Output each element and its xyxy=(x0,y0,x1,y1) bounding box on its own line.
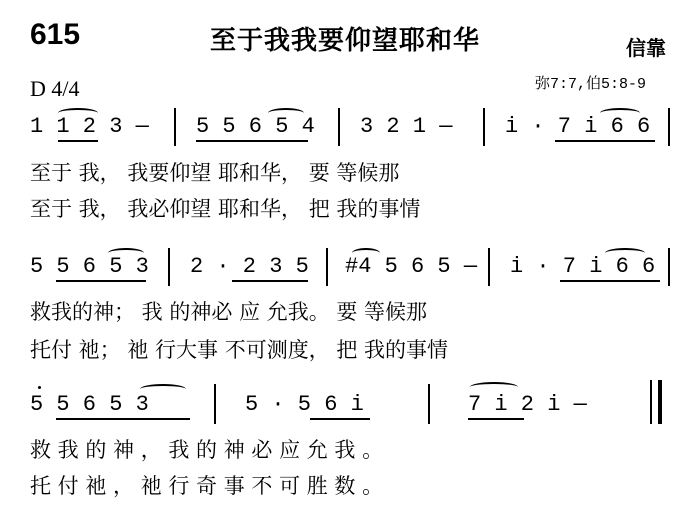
barline xyxy=(668,108,670,146)
lyrics-verse-1: 至于 我， 我要仰望 耶和华， 要 等候那 xyxy=(30,161,400,185)
lyrics-verse-1: 救 我 的 神 ， 我 的 神 必 应 允 我 。 xyxy=(30,438,384,462)
tune-name: 信靠 xyxy=(626,36,666,60)
slur xyxy=(470,382,518,392)
hymn-title: 至于我我要仰望耶和华 xyxy=(210,26,481,56)
slur xyxy=(600,108,640,118)
hymn-number: 615 xyxy=(30,18,81,51)
slur xyxy=(58,108,98,118)
measure: #4 5 6 5 — xyxy=(345,254,478,279)
beam xyxy=(310,418,370,420)
measure: 5 5 6 5 4 xyxy=(196,114,315,139)
lyrics-verse-2: 托 付 祂 ， 祂 行 奇 事 不 可 胜 数 。 xyxy=(30,474,384,498)
measure: 5 5 6 5 3 xyxy=(30,392,149,417)
barline xyxy=(483,108,485,146)
barline xyxy=(174,108,176,146)
barline xyxy=(326,248,328,286)
measure: 5 5 6 5 3 xyxy=(30,254,149,279)
beam xyxy=(196,140,308,142)
barline xyxy=(488,248,490,286)
measure: i · 7 i 6 6 xyxy=(505,114,651,139)
measure: 5 · 5 6 i xyxy=(245,392,364,417)
measure: 3 2 1 — xyxy=(360,114,453,139)
scripture-reference: 弥7:7,伯5:8-9 xyxy=(535,76,647,93)
beam xyxy=(56,280,146,282)
measure: 2 · 2 3 5 xyxy=(190,254,309,279)
lyrics-verse-2: 至于 我， 我必仰望 耶和华， 把 我的事情 xyxy=(30,197,421,221)
measure: 1 1 2 3 — xyxy=(30,114,149,139)
lyrics-verse-2: 托付 祂； 祂 行大事 不可测度， 把 我的事情 xyxy=(30,338,449,362)
barline xyxy=(428,384,430,424)
slur xyxy=(140,384,186,394)
beam xyxy=(56,418,190,420)
slur xyxy=(352,248,380,258)
final-barline-thin xyxy=(650,380,652,424)
beam xyxy=(468,418,524,420)
key-signature: D 4/4 xyxy=(30,76,80,101)
lyrics-verse-1: 救我的神； 我 的神必 应 允我。 要 等候那 xyxy=(30,300,428,324)
slur xyxy=(268,108,304,118)
barline xyxy=(168,248,170,286)
beam xyxy=(555,140,655,142)
measure: 7 i 2 i — xyxy=(468,392,587,417)
slur xyxy=(108,248,144,258)
slur xyxy=(605,248,645,258)
barline xyxy=(214,384,216,424)
measure: i · 7 i 6 6 xyxy=(510,254,656,279)
barline xyxy=(668,248,670,286)
barline xyxy=(338,108,340,146)
beam xyxy=(560,280,660,282)
beam xyxy=(58,140,98,142)
final-barline-thick xyxy=(658,380,662,424)
beam xyxy=(232,280,308,282)
pickup-dot xyxy=(38,386,41,389)
